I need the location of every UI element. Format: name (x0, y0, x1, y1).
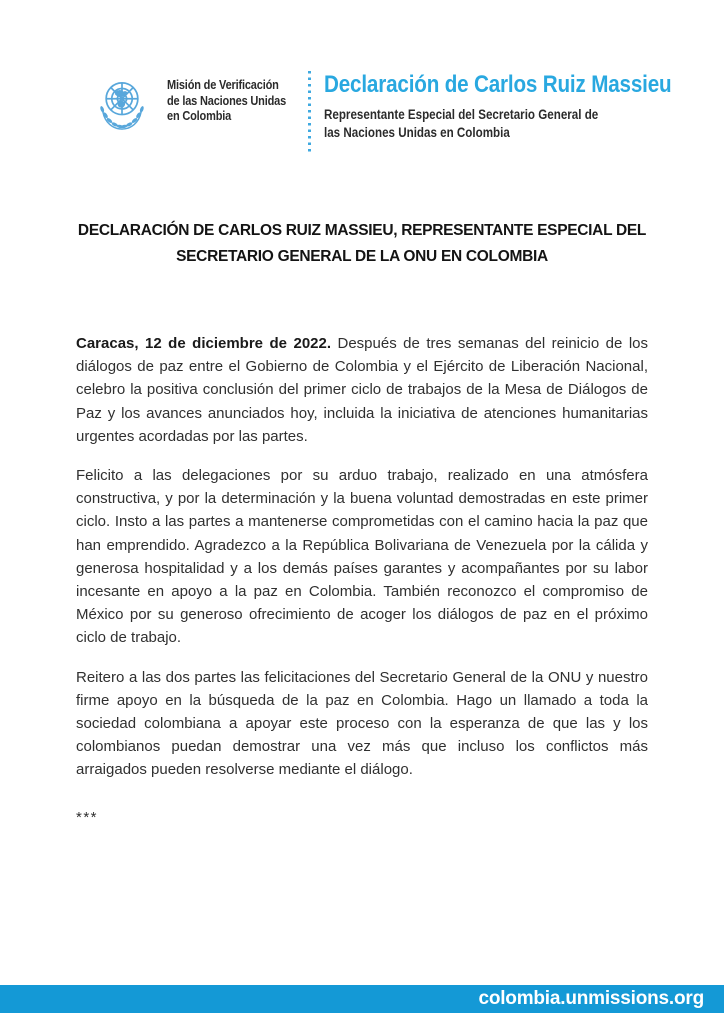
subtitle-line: Representante Especial del Secretario General de (324, 107, 599, 122)
un-emblem-icon (89, 71, 155, 137)
document-body (76, 218, 648, 826)
mission-name-line: Misión de Verificación (167, 78, 279, 92)
end-mark: *** (76, 808, 99, 826)
mission-name-line: en Colombia (167, 109, 232, 123)
heading-line-2: SECRETARIO GENERAL DE LA ONU EN COLOMBIA (176, 248, 548, 265)
letterhead-right (324, 71, 671, 141)
dateline: Caracas, 12 de diciembre de 2022. (76, 335, 332, 352)
document-heading (76, 218, 648, 270)
letterhead (89, 71, 694, 155)
footer-url[interactable]: colombia.unmissions.org (478, 988, 704, 1009)
statement-header-subtitle (324, 106, 671, 141)
subtitle-line: las Naciones Unidas en Colombia (324, 124, 511, 140)
statement-paragraph-1 (76, 332, 648, 448)
heading-line-1: DECLARACIÓN DE CARLOS RUIZ MASSIEU, REPRESENTANTE ESPECIAL DEL (77, 222, 647, 239)
statement-header-title: Declaración de Carlos Ruiz Massieu (324, 71, 672, 98)
statement-paragraph-2: Felicito a las delegaciones por su arduo trabajo, realizado en una atmósfera constructiva, y por la determinación y la buena voluntad demostradas en este primer ciclo. Insto a las partes a mantenerse comprometidas con el camino hacia la paz que han emprendido. Agradezco a la República Bolivariana de Venezuela por la cálida y generosa hospitalidad y a los demás países garantes y acompañantes por su labor incesante en apoyo a la paz en Colombia. También reconozco el compromiso de México por su generoso ofrecimiento de acoger los diálogos de paz en el próximo ciclo de trabajo. (76, 467, 648, 647)
footer-bar (0, 985, 724, 1013)
mission-name (167, 71, 286, 125)
statement-paragraph-3: Reitero a las dos partes las felicitaciones del Secretario General de la ONU y nuestro firme apoyo en la búsqueda de la paz en Colombia. Hago un llamado a toda la sociedad colombiana a apoyar este proceso con la esperanza de que las y los colombianos puedan demostrar una vez más que incluso los conflictos más arraigados pueden resolverse mediante el diálogo. (76, 668, 648, 779)
mission-name-line: de las Naciones Unidas (167, 93, 287, 108)
paragraph-text: Después de tres semanas del reinicio de los diálogos de paz entre el Gobierno de Colombia y el Ejército de Liberación Nacional, celebro la positiva conclusión del primer ciclo de trabajos de la Mesa de Diálogos de Paz y los avances anunciados hoy, incluida la iniciativa de atenciones humanitarias urgentes acordadas por las partes. (76, 335, 648, 445)
dotted-divider (308, 71, 311, 155)
